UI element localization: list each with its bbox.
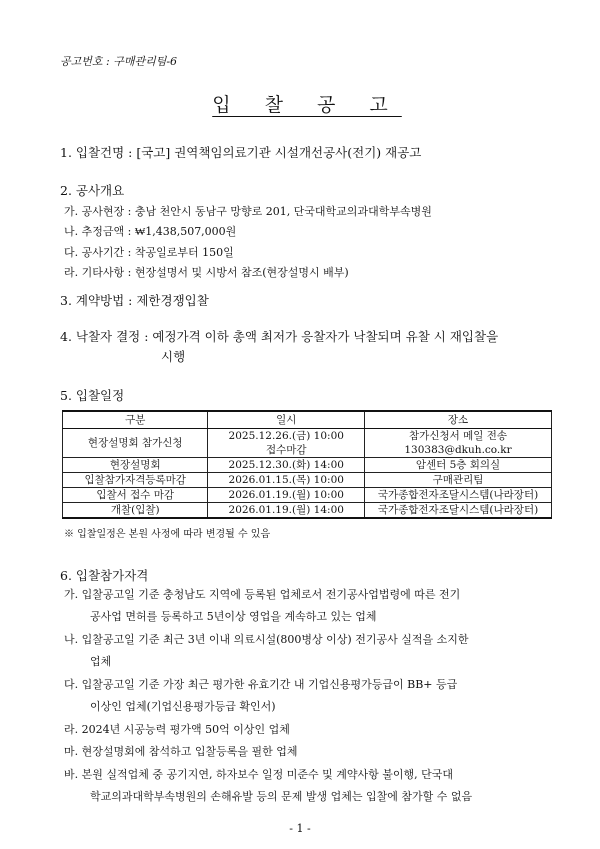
qualification-da-line-1: 다. 입찰공고일 기준 가장 최근 평가한 유효기간 내 기업신용평가등급이 BB+ 등급 — [64, 678, 458, 691]
table-row — [63, 429, 552, 458]
section-4-line-1: 4. 낙찰자 결정 : 예정가격 이하 총액 최저가 응찰자가 낙찰되며 유찰 시 재입찰을 — [60, 329, 499, 344]
section-1-bid-name: 1. 입찰건명 : [국고] 권역책임의료기관 시설개선공사(전기) 재공고 — [60, 145, 422, 160]
cell-place: 국가종합전자조달시스템(나라장터) — [365, 488, 552, 503]
qualification-ra: 라. 2024년 시공능력 평가액 50억 이상인 업체 — [64, 723, 290, 736]
cell-datetime: 2026.01.19.(월) 14:00 — [208, 503, 365, 519]
table-row — [63, 503, 552, 519]
qualification-ma: 마. 현장설명회에 참석하고 입찰등록을 필한 업체 — [64, 745, 298, 758]
cell-category: 개찰(입찰) — [63, 503, 208, 519]
qualification-na-line-2: 업체 — [90, 655, 112, 668]
cell-datetime-line: 2025.12.26.(금) 10:00 접수마감 — [228, 430, 344, 456]
qualification-na-line-1: 나. 입찰공고일 기준 최근 3년 이내 의료시설(800병상 이상) 전기공사 실적을 소지한 — [64, 633, 469, 646]
schedule-note: ※ 입찰일정은 본원 사정에 따라 변경될 수 있음 — [64, 529, 271, 540]
table-row — [63, 458, 552, 473]
table-row — [63, 488, 552, 503]
section-4-line-2: 시행 — [161, 349, 186, 364]
page-number: - 1 - — [289, 822, 311, 835]
qualification-da-line-2: 이상인 업체(기업신용평가등급 확인서) — [90, 700, 276, 713]
estimated-amount: 나. 추정금액 : ₩1,438,507,000원 — [64, 225, 237, 238]
section-2-heading: 2. 공사개요 — [60, 183, 125, 198]
schedule-table — [62, 410, 552, 519]
cell-place: 암센터 5층 회의실 — [365, 458, 552, 473]
cell-category: 현장설명회 참가신청 — [63, 429, 208, 458]
cell-category: 입찰참가자격등록마감 — [63, 473, 208, 488]
qualification-ba-line-2: 학교의과대학부속병원의 손해유발 등의 문제 발생 업체는 입찰에 참가할 수 없음 — [90, 790, 473, 803]
document-title: 입 찰 공 고 — [212, 94, 402, 116]
col-header-place: 장소 — [365, 411, 552, 429]
cell-datetime: 2026.01.19.(월) 10:00 — [208, 488, 365, 503]
cell-place: 국가종합전자조달시스템(나라장터) — [365, 503, 552, 519]
cell-place — [365, 429, 552, 458]
qualification-ba-line-1: 바. 본원 실적업체 중 공기지연, 하자보수 일정 미준수 및 계약사항 불이행, 단국대 — [64, 768, 453, 781]
cell-datetime — [208, 429, 365, 458]
cell-datetime: 2025.12.30.(화) 14:00 — [208, 458, 365, 473]
construction-period: 다. 공사기간 : 착공일로부터 150일 — [64, 246, 234, 259]
section-6-heading: 6. 입찰참가자격 — [60, 568, 149, 583]
table-row — [63, 473, 552, 488]
cell-datetime: 2026.01.15.(목) 10:00 — [208, 473, 365, 488]
cell-place-line: 참가신청서 메일 전송 130383@dkuh.co.kr — [404, 430, 512, 456]
cell-category: 입찰서 접수 마감 — [63, 488, 208, 503]
schedule-header-row — [63, 411, 552, 429]
section-5-heading: 5. 입찰일정 — [60, 388, 125, 403]
qualification-ga-line-2: 공사업 면허를 등록하고 5년이상 영업을 계속하고 있는 업체 — [90, 610, 377, 623]
cell-place: 구매관리팀 — [365, 473, 552, 488]
section-3-contract-method: 3. 계약방법 : 제한경쟁입찰 — [60, 293, 209, 308]
other-notes: 라. 기타사항 : 현장설명서 및 시방서 참조(현장설명시 배부) — [64, 266, 349, 279]
project-site: 가. 공사현장 : 충남 천안시 동남구 망향로 201, 단국대학교의과대학부속병원 — [64, 205, 432, 218]
col-header-datetime: 일시 — [208, 411, 365, 429]
qualification-ga-line-1: 가. 입찰공고일 기준 충청남도 지역에 등록된 업체로서 전기공사업법령에 따른 전기 — [64, 588, 461, 601]
cell-category: 현장설명회 — [63, 458, 208, 473]
col-header-category: 구분 — [63, 411, 208, 429]
document-number: 공고번호 : 구매관리팀-6 — [60, 55, 178, 68]
